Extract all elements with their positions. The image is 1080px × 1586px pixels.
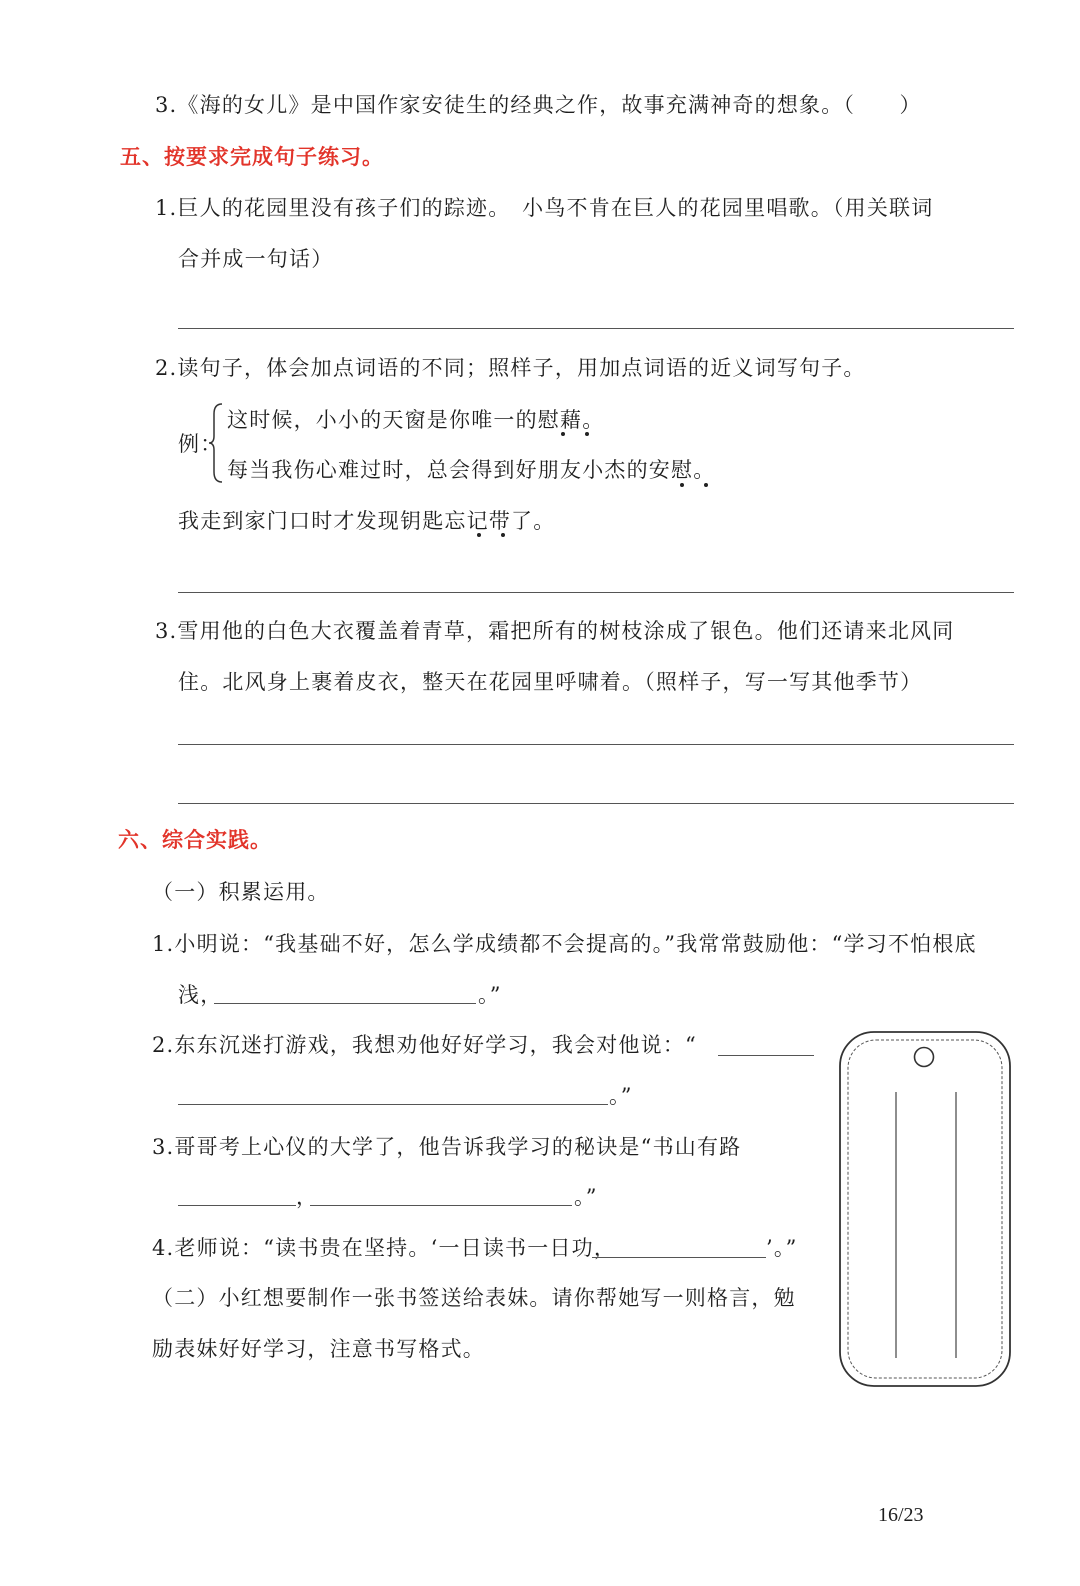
answer-line[interactable] xyxy=(178,1205,296,1206)
section6-q1-line1: 1.小明说：“我基础不好，怎么学成绩都不会提高的。”我常常鼓励他：“学习不怕根底 xyxy=(152,932,977,956)
answer-line[interactable] xyxy=(718,1055,814,1056)
emphasis-dot xyxy=(477,533,481,537)
answer-line[interactable] xyxy=(310,1205,572,1206)
answer-line[interactable] xyxy=(178,592,1014,593)
section6-q3-line1: 3.哥哥考上心仪的大学了，他告诉我学习的秘诀是“书山有路 xyxy=(152,1135,742,1159)
bookmark[interactable] xyxy=(838,1030,1012,1388)
part1-title: （一）积累运用。 xyxy=(152,880,330,904)
answer-line[interactable] xyxy=(178,328,1014,329)
example-sentence-2: 每当我伤心难过时，总会得到好朋友小杰的安慰。 xyxy=(227,458,716,482)
answer-line[interactable] xyxy=(214,1003,476,1004)
part2-line1: （二）小红想要制作一张书签送给表妹。请你帮她写一则格言，勉 xyxy=(152,1286,796,1310)
section5-q3-line2: 住。北风身上裹着皮衣，整天在花园里呼啸着。（照样子，写一写其他季节） xyxy=(178,670,923,694)
example-label: 例： xyxy=(178,432,223,456)
section6-q2-line1: 2.东东沉迷打游戏，我想劝他好好学习，我会对他说：“ xyxy=(152,1033,697,1057)
section5-q1-line2: 合并成一句话） xyxy=(178,247,334,271)
part2-line2: 励表妹好好学习，注意书写格式。 xyxy=(152,1337,485,1361)
emphasis-dot xyxy=(501,533,505,537)
section5-q2-task: 我走到家门口时才发现钥匙忘记带了。 xyxy=(178,509,556,533)
section6-q3-suffix: 。” xyxy=(574,1185,598,1209)
section6-heading: 六、综合实践。 xyxy=(118,828,272,852)
section6-q4-suffix: ’。” xyxy=(766,1236,798,1260)
section6-q1-prefix: 浅， xyxy=(178,983,223,1007)
section5-q3-line1: 3.雪用他的白色大衣覆盖着青草，霜把所有的树枝涂成了银色。他们还请来北风同 xyxy=(155,619,955,643)
emphasis-dot xyxy=(561,432,565,436)
answer-line[interactable] xyxy=(178,744,1014,745)
answer-line[interactable] xyxy=(178,1104,608,1105)
section6-q2-suffix: 。” xyxy=(609,1084,633,1108)
bookmark-hole-icon xyxy=(915,1048,934,1067)
section6-q4-prefix: 4.老师说：“读书贵在坚持。‘一日读书一日功， xyxy=(152,1236,617,1260)
answer-line[interactable] xyxy=(592,1257,766,1258)
emphasis-dot xyxy=(585,432,589,436)
section5-q2-prompt: 2.读句子，体会加点词语的不同；照样子，用加点词语的近义词写句子。 xyxy=(155,356,866,380)
section4-q3: 3.《海的女儿》是中国作家安徒生的经典之作，故事充满神奇的想象。（ ） xyxy=(155,93,922,117)
answer-line[interactable] xyxy=(178,803,1014,804)
section6-q1-suffix: 。” xyxy=(478,983,502,1007)
page-number: 16/23 xyxy=(878,1504,924,1526)
section5-heading: 五、按要求完成句子练习。 xyxy=(120,145,384,169)
emphasis-dot xyxy=(704,483,708,487)
section5-q1-line1: 1.巨人的花园里没有孩子们的踪迹。 小鸟不肯在巨人的花园里唱歌。（用关联词 xyxy=(155,196,934,220)
emphasis-dot xyxy=(680,483,684,487)
example-sentence-1: 这时候，小小的天窗是你唯一的慰藉。 xyxy=(227,408,605,432)
section6-q3-comma: ， xyxy=(296,1185,319,1209)
brace-icon xyxy=(208,402,224,484)
